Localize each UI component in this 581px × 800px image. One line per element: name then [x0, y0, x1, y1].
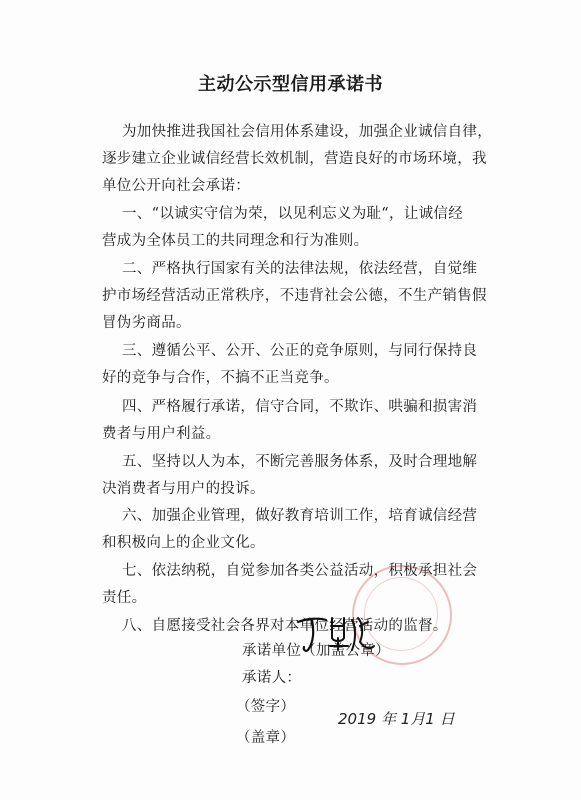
document-title: 主动公示型信用承诺书	[198, 74, 383, 95]
unit-label: 承诺单位（加盖公章）	[242, 643, 390, 659]
promiser-label: 承诺人：	[242, 670, 302, 686]
commitment-item-2-cont: 冒伪劣商品。	[102, 315, 191, 331]
commitment-item-8: 八、自愿接受社会各界对本单位经营活动的监督。	[122, 618, 448, 634]
sign-note: （签字）	[236, 699, 296, 715]
commitment-item-3-cont: 好的竞争与合作，不搞不正当竞争。	[102, 370, 339, 386]
handwritten-signature	[294, 612, 376, 656]
seal-note: （盖章）	[236, 730, 296, 746]
commitment-item-5: 五、坚持以人为本，不断完善服务体系，及时合理地解	[122, 454, 478, 470]
commitment-item-6-cont: 和积极向上的企业文化。	[102, 535, 265, 551]
commitment-item-2: 二、严格执行国家有关的法律法规，依法经营，自觉维	[122, 261, 478, 277]
commitment-item-1: 一、“以诚实守信为荣，以见利忘义为耻“，让诚信经	[122, 206, 464, 222]
commitment-item-6: 六、加强企业管理，做好教育培训工作，培育诚信经营	[122, 508, 478, 524]
sign-date: 2019 年 1月1 日	[338, 710, 455, 728]
commitment-item-7: 七、依法纳税，自觉参加各类公益活动，积极承担社会	[122, 563, 478, 579]
intro-line: 逐步建立企业诚信经营长效机制，营造良好的市场环境，我	[102, 151, 487, 167]
commitment-item-3: 三、遵循公平、公开、公正的竞争原则，与同行保持良	[122, 343, 478, 359]
commitment-item-2-cont: 护市场经营活动正常秩序，不违背社会公德，不生产销售假	[102, 288, 487, 304]
commitment-item-7-cont: 责任。	[102, 590, 147, 606]
commitment-item-4-cont: 费者与用户利益。	[102, 426, 221, 442]
commitment-item-4: 四、严格履行承诺，信守合同，不欺诈、哄骗和损害消	[122, 399, 478, 415]
commitment-item-5-cont: 决消费者与用户的投诉。	[102, 481, 265, 497]
commitment-item-1-cont: 营成为全体员工的共同理念和行为准则。	[102, 233, 369, 249]
intro-line: 单位公开向社会承诺：	[102, 178, 250, 194]
intro-line: 为加快推进我国社会信用体系建设，加强企业诚信自律，	[122, 124, 492, 140]
